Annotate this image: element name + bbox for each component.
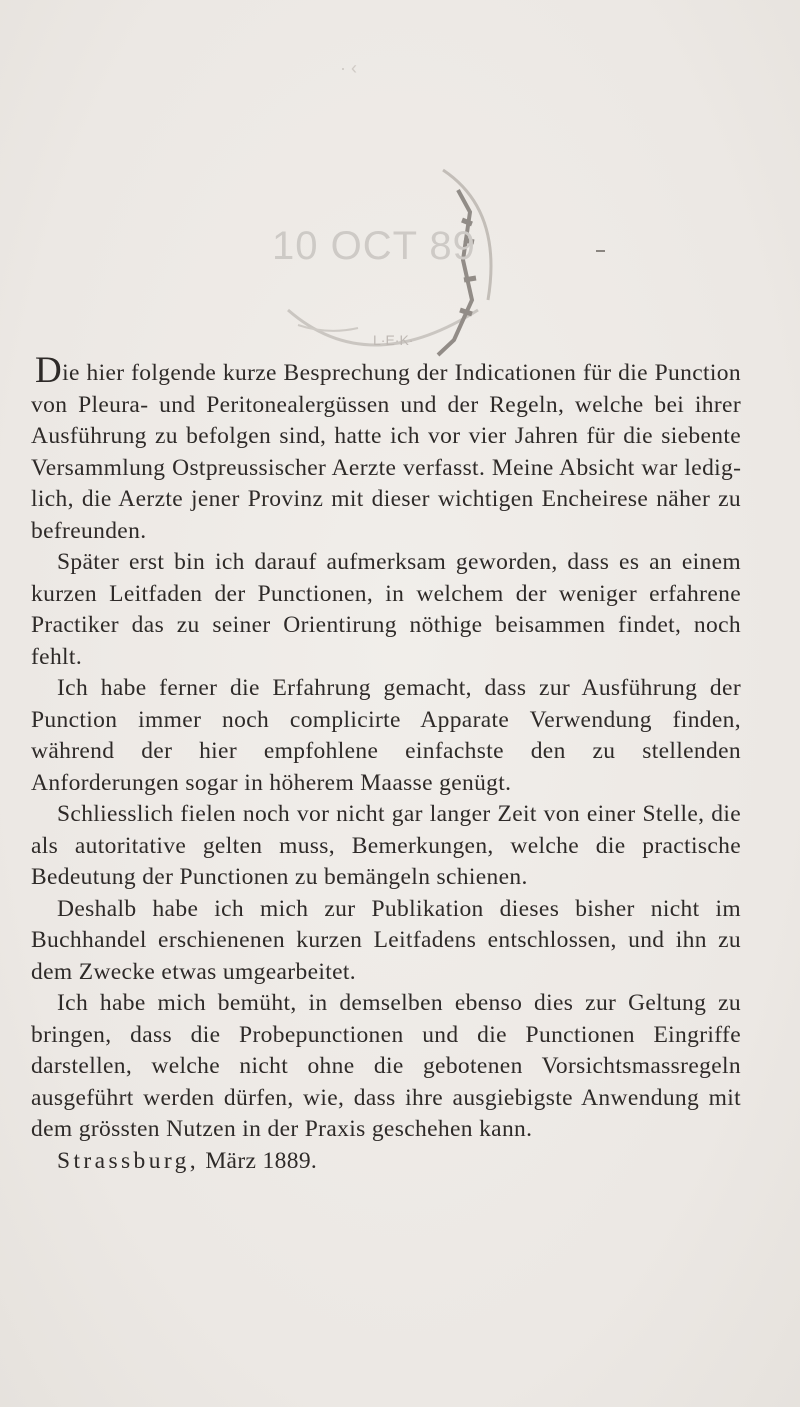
paragraph-6: Ich habe mich bemüht, in demselben ebenso dies zur Geltung zu bringen, dass die Probepunctionen und die Punctionen Eingriffe darstellen, welche nicht ohne die gebotenen Vorsichtsmassregeln ausgeführt werden dürfen, wie, dass ihre ausgiebigste Anwendung mit dem grössten Nutzen in der Praxis geschehen kann.: [31, 990, 741, 1142]
library-stamp: [258, 150, 528, 375]
preface-text: [31, 350, 741, 1177]
signature: [31, 1146, 741, 1178]
margin-dash: [596, 250, 605, 252]
paragraph-5: Deshalb habe ich mich zur Publikation dieses bisher nicht im Buchhandel erschienenen kurzen Leitfadens entschlossen, und ihn zu dem Zwecke etwas umgearbeitet.: [31, 895, 741, 985]
drop-cap: D: [35, 350, 63, 391]
paragraph-1-text: ie hier folgende kurze Besprechung der Indicationen für die Punction von Pleura- und Peritonealergüssen und der Regeln, welche bei ihrer Ausführung zu befolgen sind, hatte ich vor vier Jahren für die siebente Versammlung Ostpreussischer Aerzte verfasst. Meine Absicht war lediglich, die Aerzte jener Provinz mit dieser wichtigen Encheirese näher zu befreunden.: [31, 360, 741, 544]
paragraph-1: [31, 350, 741, 547]
paragraph-2: Später erst bin ich darauf aufmerksam geworden, dass es an einem kurzen Leitfaden der Punctionen, in welchem der weniger erfahrene Practiker das zu seiner Orientirung nöthige beisammen findet, noch fehlt.: [31, 549, 741, 670]
paragraph-3: Ich habe ferner die Erfahrung gemacht, dass zur Ausführung der Punction immer noch complicirte Apparate Verwendung finden, während der hier empfohlene einfachste den zu stellenden Anforderungen sogar in höherem Maasse genügt.: [31, 675, 741, 796]
paragraph-4: Schliesslich fielen noch vor nicht gar langer Zeit von einer Stelle, die als autoritative gelten muss, Bemerkungen, welche die practische Bedeutung der Punctionen zu bemängeln schienen.: [31, 801, 741, 890]
signature-place: Strassburg,: [57, 1147, 200, 1174]
stamp-date: 10 OCT 89: [272, 224, 476, 268]
svg-text:L·E·K·: L·E·K·: [373, 332, 414, 348]
corner-pencil-mark: · ‹: [340, 58, 357, 78]
signature-date: März 1889.: [205, 1147, 318, 1174]
